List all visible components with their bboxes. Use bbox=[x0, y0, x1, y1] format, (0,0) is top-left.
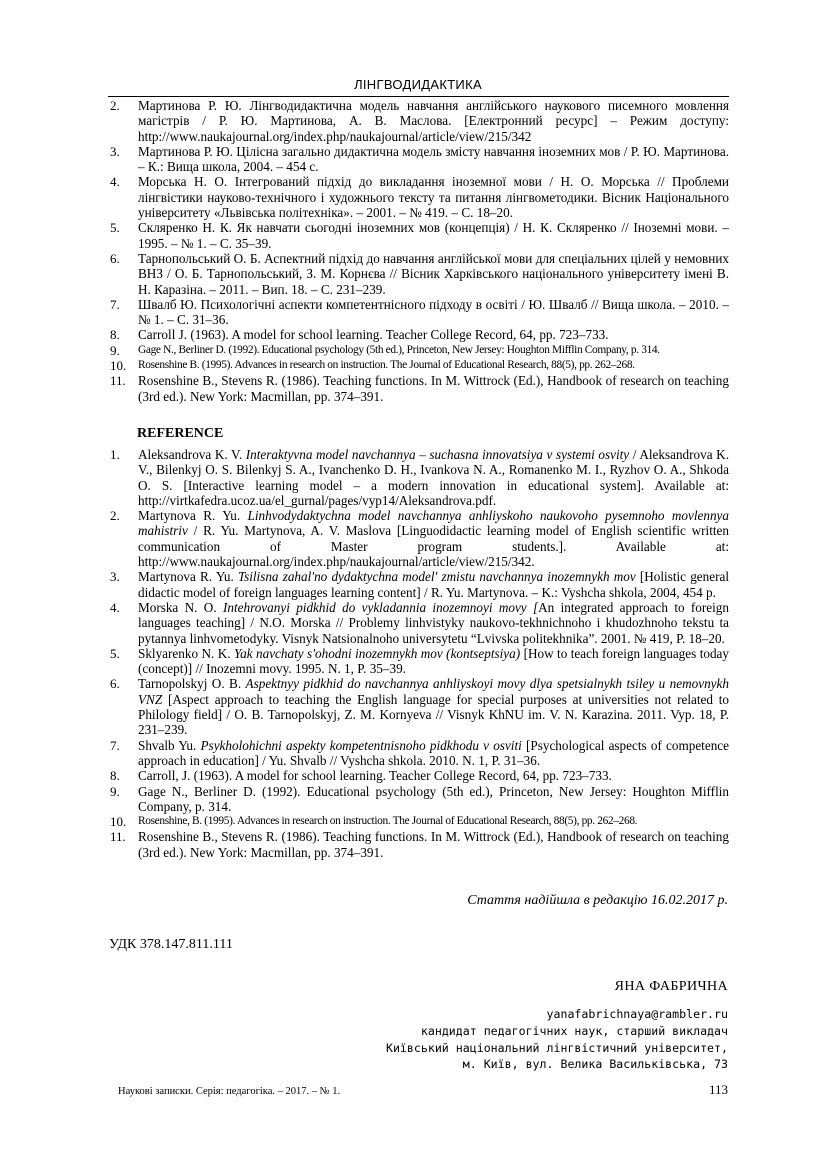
reference-item bbox=[108, 569, 729, 600]
running-header: ЛІНГВОДИДАКТИКА bbox=[354, 77, 482, 92]
reference-item bbox=[108, 508, 729, 569]
reference-title: Yak navchaty s'ohodni inozemnykh mov (kontseptsiya) bbox=[234, 645, 521, 661]
reference-details: [Holistic general didactic model of foreign languages learning content] / R. Yu. Martynova. – K.: Vyshcha shkola, 2004, 454 p. bbox=[138, 569, 729, 600]
reference-item bbox=[108, 829, 729, 860]
reference-number: 1. bbox=[110, 447, 120, 462]
reference-number: 7. bbox=[110, 737, 120, 753]
author-position: кандидат педагогічних наук, старший викладач bbox=[420, 1023, 728, 1038]
reference-item bbox=[108, 600, 729, 646]
reference-item bbox=[108, 174, 729, 220]
reference-item bbox=[108, 447, 729, 508]
reference-details: An integrated approach to foreign languages teaching] / N.O. Morska // Problemy linhvistyky naukovo-tekhnichnoho i khudozhnoho tekstu ta pytannya linhvometodyky. Visnyk Natsionalnoho universytetu “Lvivska politekhnika”. 2001. № 419, P. 18–20. bbox=[138, 599, 729, 646]
reference-title: Interaktyvna model navchannya – suchasna innovatsiya v systemi osvity bbox=[245, 447, 630, 462]
reference-author: Rosenshine, B. (1995). Advances in research on instruction. The Journal of Educational Research, 88(5), pp. 262–268. bbox=[138, 815, 638, 828]
reference-item bbox=[108, 144, 729, 175]
reference-item bbox=[108, 738, 729, 769]
reference-heading: REFERENCE bbox=[137, 426, 224, 441]
reference-author: Gage N., Berliner D. (1992). Educational psychology (5th ed.), Princeton, New Jersey: Houghton Mifflin Company, p. 314. bbox=[138, 783, 729, 814]
footer-journal: Наукові записки. Серія: педагогіка. – 2017. – № 1. bbox=[118, 1086, 341, 1097]
reference-number: 7. bbox=[110, 296, 120, 312]
bibliography-list-ukrainian bbox=[108, 98, 729, 404]
reference-number: 9. bbox=[110, 342, 120, 358]
reference-title: Intehrovanyi pidkhid do vykladannia inozemnoyi movy [ bbox=[222, 599, 539, 615]
reference-text: Скляренко Н. К. Як навчати сьогодні іноземних мов (концепція) / Н. К. Скляренко // Іноземні мови. – 1995. – № 1. – С. 35–39. bbox=[138, 220, 729, 251]
reference-text: Gage N., Berliner D. (1992). Educational psychology (5th ed.), Princeton, New Jersey: Houghton Mifflin Company, p. 314. bbox=[138, 343, 660, 356]
reference-number: 11. bbox=[110, 373, 126, 389]
reference-number: 2. bbox=[110, 98, 120, 113]
reference-number: 5. bbox=[110, 220, 120, 236]
reference-details: / R. Yu. Martynova, A. V. Maslova [Linguodidactic learning model of English scientific written communication of Master program students.]. Available at: http://www.naukajournal.org/index.php/naukajournal/article/view/215/342. bbox=[138, 523, 729, 570]
reference-item bbox=[108, 343, 729, 358]
reference-number: 8. bbox=[110, 327, 120, 343]
reference-item bbox=[108, 358, 729, 373]
author-address: м. Київ, вул. Велика Васильківська, 73 bbox=[462, 1057, 728, 1072]
reference-number: 11. bbox=[110, 829, 126, 845]
reference-author: Carroll, J. (1963). A model for school learning. Teacher College Record, 64, pp. 723–733. bbox=[138, 768, 612, 784]
author-institution: Київський національний лінгвістичний університет, bbox=[385, 1040, 728, 1055]
reference-number: 4. bbox=[110, 599, 120, 615]
author-email[interactable]: yanafabrichnaya@rambler.ru bbox=[546, 1007, 728, 1021]
reference-text: Мартинова Р. Ю. Цілісна загально дидактична модель змісту навчання іноземних мов / Р. Ю. Мартинова. – К.: Вища школа, 2004. – 454 с. bbox=[138, 143, 729, 175]
reference-text: Rosenshine B. (1995). Advances in research on instruction. The Journal of Educational Research, 88(5), pp. 262–268. bbox=[138, 359, 635, 372]
reference-item bbox=[108, 327, 729, 342]
reference-number: 9. bbox=[110, 783, 120, 799]
reference-number: 3. bbox=[110, 569, 120, 585]
reference-text: Тарнопольський О. Б. Аспектний підхід до навчання англійської мови для спеціальних цілей у немовних ВНЗ / О. Б. Тарнопольський, З. М. Корнєва // Вісник Харківського національного університету імені В. Н. Каразіна. – 2011. – Вип. 18. – С. 231–239. bbox=[138, 250, 729, 297]
received-date-note: Стаття надійшла в редакцію 16.02.2017 р. bbox=[467, 893, 728, 908]
reference-author: Martynova R. Yu. bbox=[138, 508, 248, 524]
reference-author: Shvalb Yu. bbox=[138, 737, 201, 753]
reference-number: 4. bbox=[110, 174, 120, 190]
reference-item bbox=[108, 373, 729, 404]
reference-number: 10. bbox=[110, 814, 127, 830]
reference-number: 6. bbox=[110, 676, 120, 692]
author-name: ЯНА ФАБРИЧНА bbox=[614, 979, 728, 994]
reference-item bbox=[108, 784, 729, 815]
reference-item bbox=[108, 220, 729, 251]
reference-details: [How to teach foreign languages today (concept)] // Inozemni movy. 1995. N. 1, P. 35–39. bbox=[138, 645, 729, 677]
reference-number: 6. bbox=[110, 250, 120, 266]
reference-text: Rosenshine B., Stevens R. (1986). Teaching functions. In M. Wittrock (Ed.), Handbook of research on teaching (3rd ed.). New York: Macmillan, pp. 374–391. bbox=[138, 373, 729, 404]
reference-title: Tsilisna zahal'no dydaktychna model' zmistu navchannya inozemnykh mov bbox=[237, 569, 636, 585]
reference-number: 5. bbox=[110, 645, 120, 661]
reference-number: 2. bbox=[110, 508, 120, 524]
reference-author: Rosenshine B., Stevens R. (1986). Teaching functions. In M. Wittrock (Ed.), Handbook of research on teaching (3rd ed.). New York: Macmillan, pp. 374–391. bbox=[138, 829, 729, 860]
reference-text: Мартинова Р. Ю. Лінгводидактична модель навчання англійського наукового писемного мовлення магістрів / Р. Ю. Мартинова, А. В. Маслова. [Електронний ресурс] – Режим доступу: http://www.naukajournal.org/index.php/naukajournal/article/view/215/342 bbox=[138, 98, 729, 144]
reference-author: Morska N. O. bbox=[138, 599, 223, 615]
reference-author: Sklyarenko N. K. bbox=[138, 645, 235, 661]
header-divider bbox=[108, 96, 729, 97]
reference-item bbox=[108, 676, 729, 737]
reference-title: Psykholohichni aspekty kompetentnisnoho pidkhodu v osviti bbox=[200, 737, 522, 753]
reference-item bbox=[108, 251, 729, 297]
reference-item bbox=[108, 768, 729, 783]
author-info bbox=[386, 1006, 728, 1073]
page-number: 113 bbox=[708, 1082, 728, 1097]
reference-number: 8. bbox=[110, 768, 120, 784]
bibliography-list-transliterated bbox=[108, 447, 729, 860]
reference-item bbox=[108, 814, 729, 829]
reference-text: Швалб Ю. Психологічні аспекти компетентнісного підходу в освіті / Ю. Швалб // Вища школа. – 2010. – № 1. – С. 31–36. bbox=[138, 296, 729, 328]
reference-author: Tarnopolskyj O. B. bbox=[138, 676, 246, 692]
reference-item bbox=[108, 297, 729, 328]
reference-author: Martynova R. Yu. bbox=[138, 569, 238, 585]
reference-text: Морська Н. О. Інтегрований підхід до викладання іноземної мови / Н. О. Морська // Проблеми лінгвістики науково-технічного і художнього тексту та питання лінгвометодики. Вісник Національного університету «Львівська політехніка». – 2001. – № 419. – С. 18–20. bbox=[138, 174, 729, 221]
reference-author: Aleksandrova K. V. bbox=[138, 447, 246, 462]
reference-number: 3. bbox=[110, 143, 120, 159]
reference-details: / Aleksandrova K. V., Bilenkyj O. S. Bilenkyj S. A., Ivanchenko D. H., Ivankova N. A., Romanenko M. I., Ryzhov O. A., Shkoda O. S. [Interactive learning model – a modern innovation in educational system]. Available at: http://virtkafedra.ucoz.ua/el_gurnal/pages/vyp14/Aleksandrova.pdf. bbox=[138, 447, 729, 508]
reference-title: Aspektnyy pidkhid do navchannya anhliyskoyi movy dlya spetsialnykh tsiley u nemovnykh VNZ bbox=[138, 676, 729, 707]
reference-title: Linhvodydaktychna model navchannya anhliyskoho naukovoho pysemnoho movlennya mahistriv bbox=[138, 508, 730, 539]
udk-code: УДК 378.147.811.111 bbox=[109, 937, 233, 952]
reference-details: [Psychological aspects of competence approach in education] / Yu. Shvalb // Vyshcha shkola. 2010. N. 1, P. 31–36. bbox=[138, 737, 729, 768]
reference-details: [Aspect approach to teaching the English language for special purposes at universities not related to Philology field] / O. B. Tarnopolskyj, Z. M. Kornyeva // Visnyk KhNU im. V. N. Karazina. 2011. Vyp. 18, P. 231–239. bbox=[138, 691, 729, 738]
reference-number: 10. bbox=[110, 358, 127, 374]
reference-item bbox=[108, 646, 729, 677]
reference-item bbox=[108, 98, 729, 144]
reference-text: Carroll J. (1963). A model for school learning. Teacher College Record, 64, pp. 723–733. bbox=[138, 327, 609, 343]
